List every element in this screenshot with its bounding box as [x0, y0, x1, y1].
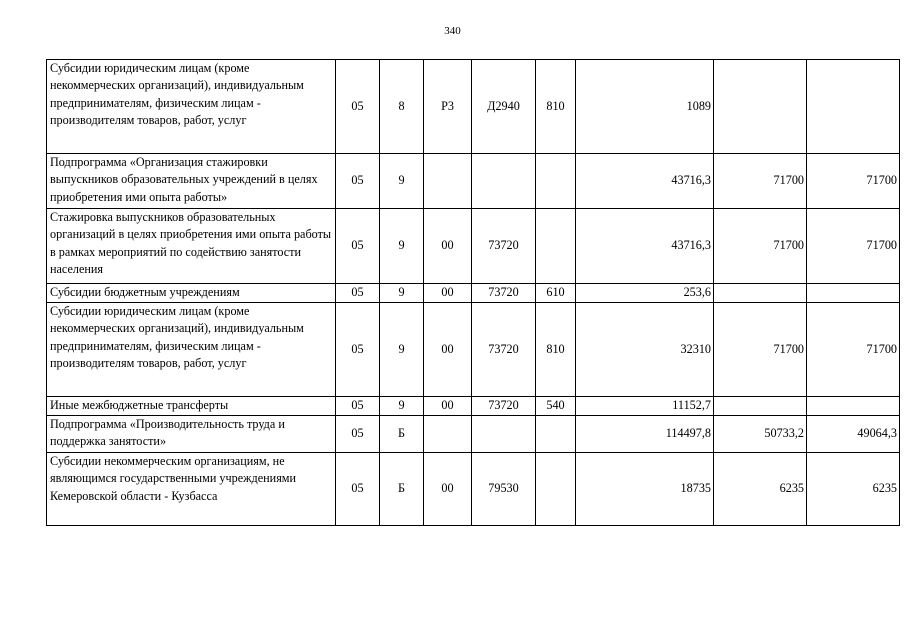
amount-year-2: 71700 [714, 209, 807, 284]
page-number: 340 [444, 25, 461, 37]
target-code [472, 154, 536, 209]
subprogram-code [424, 416, 472, 453]
expense-type-code [536, 453, 576, 526]
amount-year-3: 71700 [807, 209, 900, 284]
program-code: 9 [380, 303, 424, 397]
section-code: 05 [336, 453, 380, 526]
table-row [47, 303, 900, 397]
amount-year-1: 1089 [576, 60, 714, 154]
amount-year-2 [714, 284, 807, 303]
subprogram-code: 00 [424, 284, 472, 303]
amount-year-3 [807, 284, 900, 303]
amount-year-3: 49064,3 [807, 416, 900, 453]
amount-year-3: 6235 [807, 453, 900, 526]
section-code: 05 [336, 60, 380, 154]
subprogram-code [424, 154, 472, 209]
section-code: 05 [336, 284, 380, 303]
table-row [47, 397, 900, 416]
row-name: Субсидии некоммерческим организациям, не являющимся государственными учреждениями Кемеровской области - Кузбасса [47, 453, 336, 526]
amount-year-3 [807, 397, 900, 416]
row-name: Субсидии юридическим лицам (кроме некоммерческих организаций), индивидуальным предпринимателям, физическим лицам - производителям товаров, работ, услуг [47, 60, 336, 154]
amount-year-3 [807, 60, 900, 154]
section-code: 05 [336, 209, 380, 284]
table-row [47, 284, 900, 303]
target-code: 73720 [472, 303, 536, 397]
amount-year-1: 43716,3 [576, 209, 714, 284]
expense-type-code [536, 416, 576, 453]
subprogram-code: Р3 [424, 60, 472, 154]
program-code: Б [380, 416, 424, 453]
amount-year-1: 32310 [576, 303, 714, 397]
expense-type-code: 810 [536, 303, 576, 397]
amount-year-1: 114497,8 [576, 416, 714, 453]
section-code: 05 [336, 416, 380, 453]
subprogram-code: 00 [424, 453, 472, 526]
program-code: 9 [380, 284, 424, 303]
amount-year-2: 50733,2 [714, 416, 807, 453]
section-code: 05 [336, 397, 380, 416]
expense-type-code: 610 [536, 284, 576, 303]
subprogram-code: 00 [424, 397, 472, 416]
expense-type-code: 540 [536, 397, 576, 416]
amount-year-1: 11152,7 [576, 397, 714, 416]
target-code: Д2940 [472, 60, 536, 154]
target-code: 73720 [472, 209, 536, 284]
table-row [47, 416, 900, 453]
table-row [47, 453, 900, 526]
program-code: 9 [380, 209, 424, 284]
amount-year-3: 71700 [807, 154, 900, 209]
amount-year-2 [714, 397, 807, 416]
row-name: Субсидии юридическим лицам (кроме некоммерческих организаций), индивидуальным предпринимателям, физическим лицам - производителям товаров, работ, услуг [47, 303, 336, 397]
amount-year-3: 71700 [807, 303, 900, 397]
row-name: Иные межбюджетные трансферты [47, 397, 336, 416]
expense-type-code [536, 154, 576, 209]
amount-year-2: 71700 [714, 154, 807, 209]
amount-year-2 [714, 60, 807, 154]
amount-year-1: 43716,3 [576, 154, 714, 209]
target-code: 79530 [472, 453, 536, 526]
expense-type-code [536, 209, 576, 284]
target-code: 73720 [472, 284, 536, 303]
target-code: 73720 [472, 397, 536, 416]
row-name: Подпрограмма «Организация стажировки выпускников образовательных учреждений в целях приобретения ими опыта работы» [47, 154, 336, 209]
target-code [472, 416, 536, 453]
table-row [47, 60, 900, 154]
expense-type-code: 810 [536, 60, 576, 154]
subprogram-code: 00 [424, 209, 472, 284]
row-name: Стажировка выпускников образовательных организаций в целях приобретения ими опыта работы в рамках мероприятий по содействию занятости населения [47, 209, 336, 284]
program-code: 9 [380, 154, 424, 209]
row-name: Субсидии бюджетным учреждениям [47, 284, 336, 303]
section-code: 05 [336, 303, 380, 397]
budget-table [46, 59, 900, 526]
section-code: 05 [336, 154, 380, 209]
program-code: 8 [380, 60, 424, 154]
program-code: 9 [380, 397, 424, 416]
table-row [47, 154, 900, 209]
amount-year-2: 6235 [714, 453, 807, 526]
amount-year-2: 71700 [714, 303, 807, 397]
amount-year-1: 253,6 [576, 284, 714, 303]
table-row [47, 209, 900, 284]
row-name: Подпрограмма «Производительность труда и поддержка занятости» [47, 416, 336, 453]
subprogram-code: 00 [424, 303, 472, 397]
program-code: Б [380, 453, 424, 526]
amount-year-1: 18735 [576, 453, 714, 526]
